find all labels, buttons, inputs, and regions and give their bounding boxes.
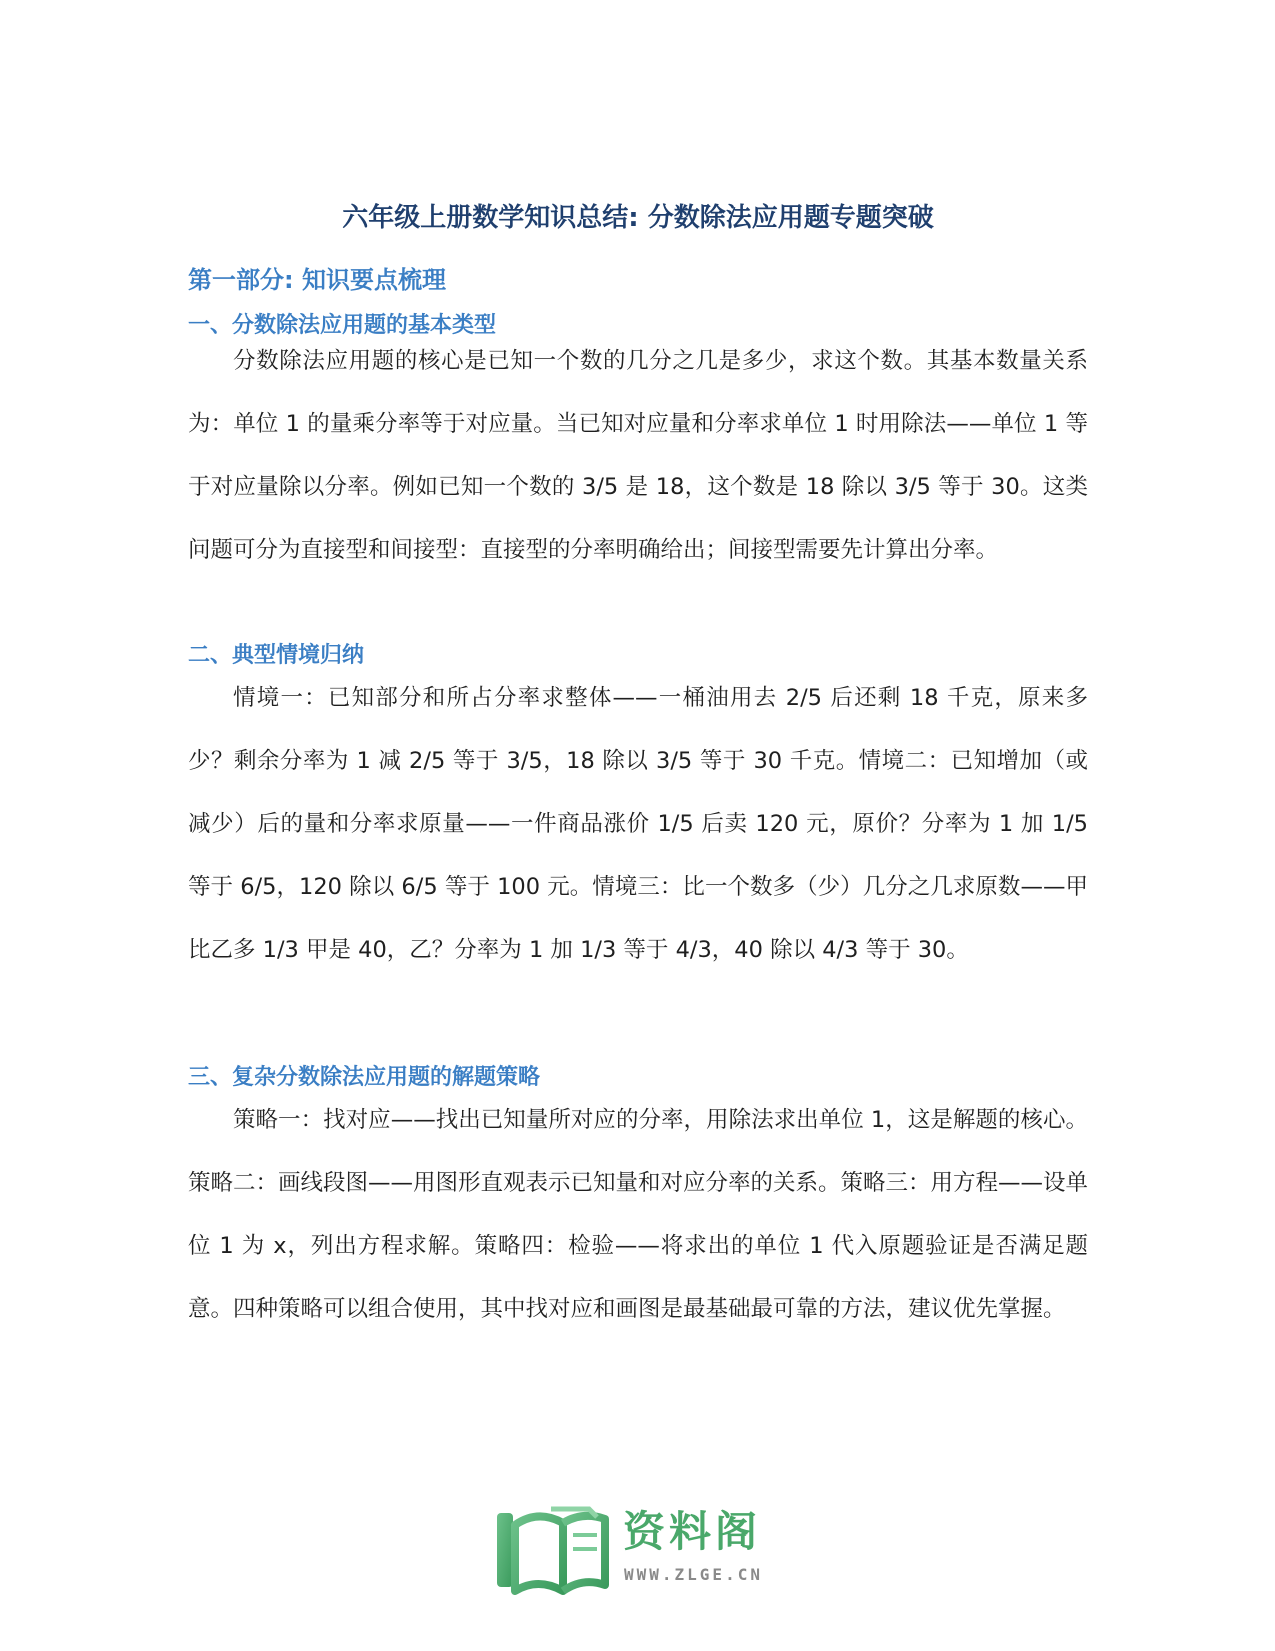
watermark-name: 资料阁 xyxy=(623,1507,762,1556)
section-body-1: 分数除法应用题的核心是已知一个数的几分之几是多少，求这个数。其基本数量关系为：单位 1 的量乘分率等于对应量。当已知对应量和分率求单位 1 时用除法——单位 1 等于对应量除以分率。例如已知一个数的 3/5 是 18，这个数是 18 除以 3/5 等于 30。这类问题可分为直接型和间接型：直接型的分率明确给出；间接型需要先计算出分率。 xyxy=(188,348,1088,563)
section-heading-2: 二、典型情境归纳 xyxy=(188,643,365,668)
watermark-logo xyxy=(493,1505,783,1595)
section-body-2: 情境一：已知部分和所占分率求整体——一桶油用去 2/5 后还剩 18 千克，原来多少？剩余分率为 1 减 2/5 等于 3/5，18 除以 3/5 等于 30 千克。情境二：已知增加（或减少）后的量和分率求原量——一件商品涨价 1/5 后卖 120 元，原价？分率为 1 加 1/5 等于 6/5，120 除以 6/5 等于 100 元。情境三：比一个数多（少）几分之几求原数——甲比乙多 1/3 甲是 40，乙？分率为 1 加 1/3 等于 4/3，40 除以 4/3 等于 30。 xyxy=(188,685,1088,963)
section-body-3: 策略一：找对应——找出已知量所对应的分率，用除法求出单位 1，这是解题的核心。策略二：画线段图——用图形直观表示已知量和对应分率的关系。策略三：用方程——设单位 1 为 x，列出方程求解。策略四：检验——将求出的单位 1 代入原题验证是否满足题意。四种策略可以组合使用，其中找对应和画图是最基础最可靠的方法，建议优先掌握。 xyxy=(188,1107,1089,1322)
document-page xyxy=(188,0,1088,1651)
document-title: 六年级上册数学知识总结: 分数除法应用题专题突破 xyxy=(342,203,934,233)
watermark-url: WWW.ZLGE.CN xyxy=(624,1565,763,1584)
section-heading-1: 一、分数除法应用题的基本类型 xyxy=(188,313,497,338)
open-book-icon xyxy=(493,1505,613,1595)
section-heading-3: 三、复杂分数除法应用题的解题策略 xyxy=(188,1065,541,1090)
part-title: 第一部分: 知识要点梳理 xyxy=(188,266,446,294)
